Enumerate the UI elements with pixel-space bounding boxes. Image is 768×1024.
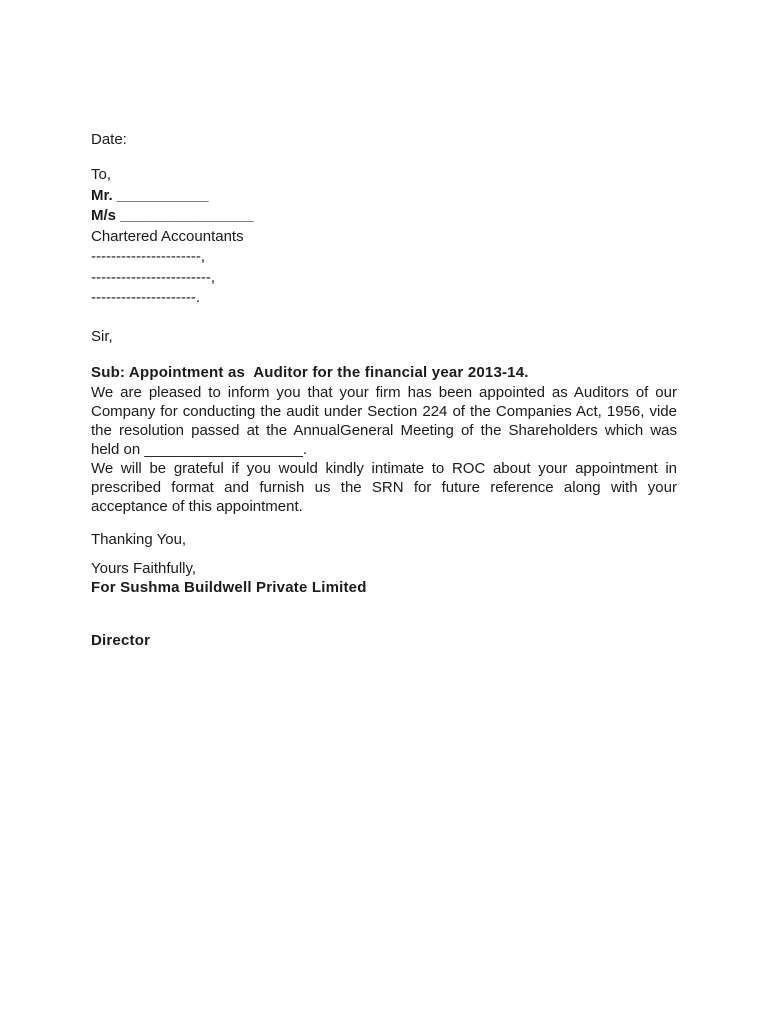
recipient-mr-blank-line: Mr. ___________ <box>91 186 209 204</box>
recipient-address-line-1: ----------------------, <box>91 248 206 265</box>
signatory-title-line: Director <box>91 631 151 649</box>
recipient-address-line-2: ------------------------, <box>91 268 216 286</box>
body-paragraph-appointment: We are pleased to inform you that your firm has been appointed as Auditors of our Company for conducting the audit under Section 224 of the Companies Act, 1956, vide the resolution passed at the AnnualGeneral Meeting of the Shareholders which was held on ___________________. <box>91 383 677 458</box>
subject-line: Sub: Appointment as Auditor for the financial year 2013-14. <box>91 363 529 381</box>
recipient-address-line-3: ---------------------. <box>91 289 201 306</box>
thanking-line: Thanking You, <box>91 530 187 548</box>
date-line: Date: <box>91 131 127 148</box>
body-paragraph-roc-request: We will be grateful if you would kindly intimate to ROC about your appointment in prescribed format and furnish us the SRN for future reference along with your acceptance of this appointment. <box>91 459 677 515</box>
closing-line: Yours Faithfully, <box>91 559 197 577</box>
company-signature-line: For Sushma Buildwell Private Limited <box>91 578 367 596</box>
recipient-firm-line: Chartered Accountants <box>91 227 244 245</box>
to-line: To, <box>91 166 112 183</box>
recipient-ms-blank-line: M/s ________________ <box>91 207 254 224</box>
salutation-line: Sir, <box>91 327 113 345</box>
